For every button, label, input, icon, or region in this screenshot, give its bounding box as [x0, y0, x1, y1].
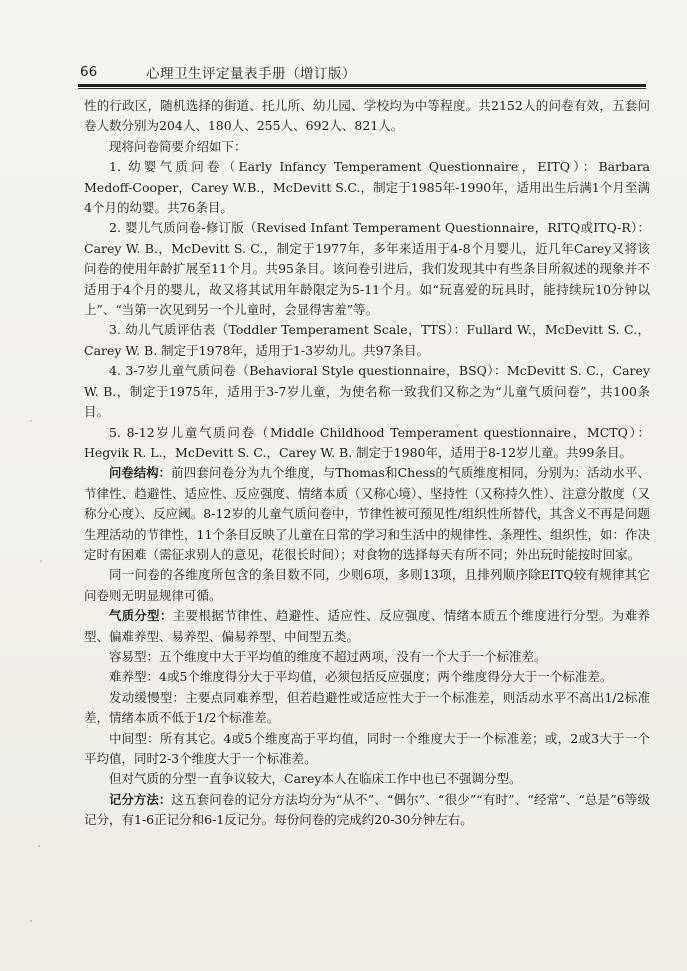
- paragraph-typing: 气质分型：主要根据节律性、趋避性、适应性、反应强度、情绪本质五个维度进行分型。为难养型、偏难养型、易养型、偏易养型、中间型五类。: [84, 608, 650, 644]
- scan-speck: [38, 845, 40, 847]
- section-label-structure: 问卷结构：: [109, 466, 172, 481]
- paragraph-structure: 问卷结构：前四套问卷分为九个维度，与Thomas和Chess的气质维度相同，分别为：活动水平、节律性、趋避性、适应性、反应强度、情绪本质（又称心境）、坚持性（又称持久性）、注意分散度（又称分心度）、反应阈。8-12岁的儿童气质问卷中，节律性被可预见性/组织性所替代，其含义不再是问题生理活动的节律性，11个条目反映了儿童在日常的学习和生活中的规律性、条理性、组织性，如：作决定时有困难（需征求别人的意见，花很长时间）；对食物的选择每天有所不同；外出玩时能按时回家。: [84, 465, 650, 562]
- section-label-typing: 气质分型：: [109, 609, 173, 624]
- scan-speck: [40, 560, 42, 562]
- page-number: 66: [80, 64, 98, 80]
- paragraph-eitq: 1. 幼婴气质问卷（Early Infancy Temperament Questionnaire，EITQ）：Barbara Medoff-Cooper，Carey W.B.，McDevitt S.C.，制定于1985年-1990年，适用出生后满1个月至满4个月的幼婴。共76条目。: [84, 159, 650, 216]
- paragraph-1: 性的行政区，随机选择的街道、托儿所、幼儿园、学校均为中等程度。共2152人的问卷有效，五套问卷人数分别为204人、180人、255人、692人、821人。: [84, 98, 650, 134]
- paragraph-mctq: 5. 8-12岁儿童气质问卷（Middle Childhood Temperament questionnaire，MCTQ）：Hegvik R. L.，McDevitt S. C.，Carey W. B. 制定于1980年，适用于8-12岁儿童。共99条目。: [84, 424, 650, 460]
- body-text: [84, 96, 650, 831]
- header-rule-thick: [78, 84, 646, 87]
- paragraph-intermediate-type: 中间型：所有其它。4或5个维度高于平均值，同时一个维度大于一个标准差；或，2或3大于一个平均值，同时2-3个维度大于一个标准差。: [84, 730, 650, 766]
- paragraph-difficult-type: 难养型：4或5个维度得分大于平均值，必须包括反应强度；两个维度得分大于一个标准差。: [109, 669, 613, 685]
- book-title: 心理卫生评定量表手册（增订版）: [146, 66, 356, 82]
- paragraph-ritq: 2. 婴儿气质问卷-修订版（Revised Infant Temperament Questionnaire，RITQ或ITQ-R）：Carey W. B.，McDevitt S. C.，制定于1977年，多年来适用于4-8个月婴儿，近几年Carey又将该问卷的使用年龄扩展至11个月。共95条目。该问卷引进后，我们发现其中有些条目所叙述的现象并不适用于4个月的婴儿，故又将其试用年龄限定为5-11个月。如“玩喜爱的玩具时，能持续玩10分钟以上”、“当第一次见到另一个儿童时，会显得害羞”等。: [84, 220, 650, 318]
- header-rule-thin: [78, 88, 646, 89]
- paragraph-item-count: 同一问卷的各维度所包含的条目数不同，少则6项，多则13项，且排列顺序除EITQ较有规律其它问卷则无明显规律可循。: [84, 567, 650, 603]
- paragraph-bsq: 4. 3-7岁儿童气质问卷（Behavioral Style questionnaire，BSQ）：McDevitt S. C.，Carey W. B.，制定于1975年，适用于3-7岁儿童，为使名称一致我们又称之为“儿童气质问卷”，共100条目。: [84, 363, 650, 420]
- paragraph-controversy: 但对气质的分型一直争议较大，Carey本人在临床工作中也已不强调分型。: [109, 771, 522, 787]
- paragraph-tts: 3. 幼儿气质评估表（Toddler Temperament Scale，TTS）：Fullard W.，McDevitt S. C.，Carey W. B. 制定于1978年，适用于1-3岁幼儿。共97条目。: [84, 322, 650, 358]
- running-header: [80, 60, 646, 84]
- paragraph-scoring: 记分方法：这五套问卷的记分方法均分为“从不”、“偶尔”、“很少”“有时”、“经常”、“总是”6等级记分，有1-6正记分和6-1反记分。每份问卷的完成约20-30分钟左右。: [84, 791, 650, 828]
- paragraph-slow-type: 发动缓慢型：主要点同难养型，但若趋避性或适应性大于一个标准差，则活动水平不高出1/2标准差，情绪本质不低于1/2个标准差。: [84, 689, 650, 726]
- scan-speck: [30, 920, 32, 922]
- section-label-scoring: 记分方法：: [109, 792, 172, 807]
- scan-speck: [30, 420, 32, 422]
- paragraph-easy-type: 容易型：五个维度中大于平均值的维度不超过两项，没有一个大于一个标准差。: [109, 648, 547, 664]
- paragraph-2: 现将问卷简要介绍如下：: [109, 138, 247, 154]
